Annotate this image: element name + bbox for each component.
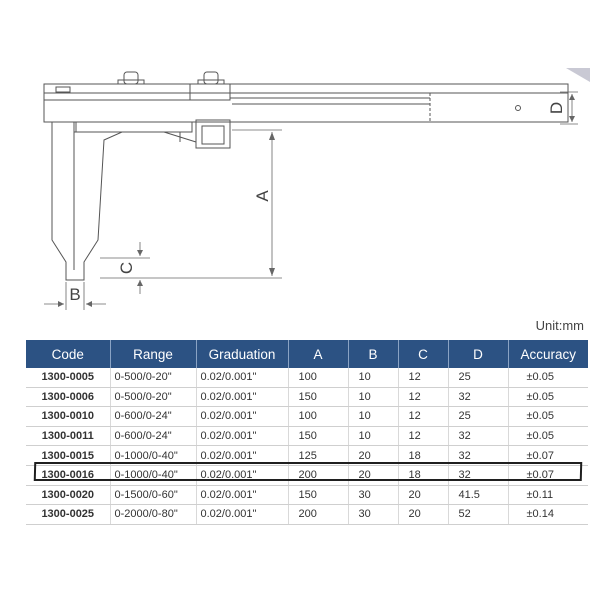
cell-range: 0-600/0-24" [110,407,196,427]
table-header-row [26,340,588,368]
cell-accuracy: ±0.07 [508,465,588,485]
cell-graduation: 0.02/0.001" [196,368,288,387]
cell-code: 1300-0015 [26,446,110,466]
cell-code: 1300-0025 [26,505,110,525]
cell-c: 20 [398,485,448,505]
cell-d: 25 [448,368,508,387]
cell-d: 32 [448,387,508,407]
cell-graduation: 0.02/0.001" [196,485,288,505]
cell-range: 0-1000/0-40" [110,465,196,485]
cell-range: 0-1000/0-40" [110,446,196,466]
cell-range: 0-600/0-24" [110,426,196,446]
cell-c: 12 [398,426,448,446]
table-row [26,407,588,427]
cell-code: 1300-0020 [26,485,110,505]
column-header-d: D [448,340,508,368]
spec-table [26,340,588,525]
cell-b: 10 [348,387,398,407]
column-header-range: Range [110,340,196,368]
cell-d: 41.5 [448,485,508,505]
cell-a: 125 [288,446,348,466]
cell-a: 150 [288,426,348,446]
dim-label-d: D [547,101,566,115]
cell-b: 30 [348,505,398,525]
cell-accuracy: ±0.05 [508,368,588,387]
cell-d: 32 [448,446,508,466]
column-header-accuracy: Accuracy [508,340,588,368]
cell-b: 20 [348,465,398,485]
cell-accuracy: ±0.05 [508,387,588,407]
cell-d: 32 [448,465,508,485]
column-header-a: A [288,340,348,368]
column-header-c: C [398,340,448,368]
cell-accuracy: ±0.11 [508,485,588,505]
cell-b: 30 [348,485,398,505]
table-row [26,505,588,525]
cell-accuracy: ±0.05 [508,407,588,427]
cell-code: 1300-0016 [26,465,110,485]
table-row [26,368,588,387]
cell-a: 200 [288,465,348,485]
cell-code: 1300-0005 [26,368,110,387]
cell-a: 100 [288,407,348,427]
dim-label-a: A [253,190,272,202]
column-header-b: B [348,340,398,368]
cell-c: 18 [398,446,448,466]
cell-d: 32 [448,426,508,446]
cell-c: 20 [398,505,448,525]
dim-label-c: C [117,261,136,275]
cell-accuracy: ±0.05 [508,426,588,446]
cell-b: 10 [348,407,398,427]
cell-code: 1300-0010 [26,407,110,427]
table-row [26,485,588,505]
table-row [26,387,588,407]
table-row [26,465,588,485]
cell-graduation: 0.02/0.001" [196,387,288,407]
cell-b: 10 [348,368,398,387]
column-header-graduation: Graduation [196,340,288,368]
cell-c: 12 [398,407,448,427]
cell-a: 100 [288,368,348,387]
cell-c: 18 [398,465,448,485]
cell-range: 0-2000/0-80" [110,505,196,525]
cell-a: 200 [288,505,348,525]
cell-b: 20 [348,446,398,466]
cell-graduation: 0.02/0.001" [196,446,288,466]
cell-a: 150 [288,387,348,407]
cell-graduation: 0.02/0.001" [196,407,288,427]
cell-graduation: 0.02/0.001" [196,426,288,446]
cell-b: 10 [348,426,398,446]
cell-code: 1300-0011 [26,426,110,446]
cell-code: 1300-0006 [26,387,110,407]
column-header-code: Code [26,340,110,368]
cell-c: 12 [398,368,448,387]
cell-c: 12 [398,387,448,407]
cell-range: 0-500/0-20" [110,368,196,387]
cell-d: 52 [448,505,508,525]
unit-label: Unit:mm [535,318,584,333]
table-row [26,446,588,466]
cell-d: 25 [448,407,508,427]
cell-range: 0-500/0-20" [110,387,196,407]
dim-label-b: B [69,285,81,304]
cell-a: 150 [288,485,348,505]
cell-accuracy: ±0.14 [508,505,588,525]
table-row [26,426,588,446]
cell-graduation: 0.02/0.001" [196,465,288,485]
cell-range: 0-1500/0-60" [110,485,196,505]
cell-accuracy: ±0.07 [508,446,588,466]
cell-graduation: 0.02/0.001" [196,505,288,525]
